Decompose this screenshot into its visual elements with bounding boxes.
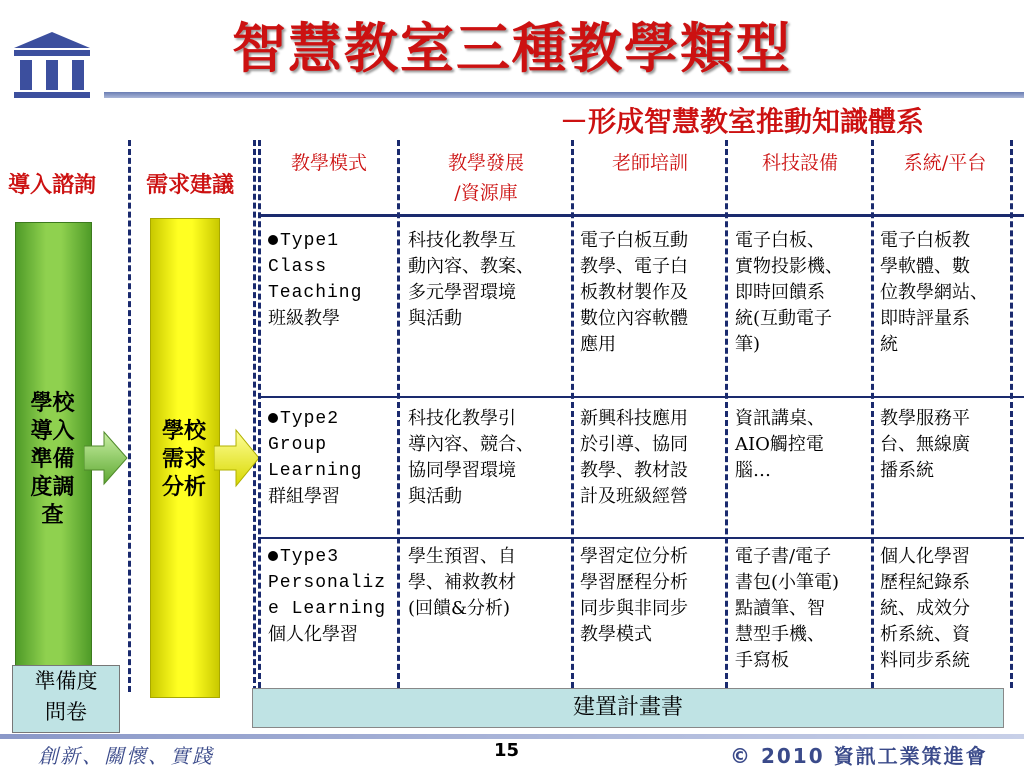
column-divider <box>725 140 728 688</box>
row2-training: 新興科技應用 於引導、協同 教學、教材設 計及班級經營 <box>580 408 688 507</box>
header-development: 教學發展 /資源庫 <box>447 152 524 204</box>
column-divider <box>871 140 874 688</box>
title-rule <box>104 92 1024 98</box>
readiness-questionnaire-box: 準備度 問卷 <box>12 665 120 733</box>
row2-tech: 資訊講桌、 AIO觸控電 腦… <box>735 408 825 481</box>
build-plan-box: 建置計畫書 <box>252 688 1004 728</box>
header-tech-equipment: 科技設備 <box>761 152 838 174</box>
row-divider <box>258 396 1024 398</box>
row-divider <box>258 214 1024 217</box>
row3-training: 學習定位分析 學習歷程分析 同步與非同步 教學模式 <box>580 546 688 645</box>
row1-development: 科技化教學互 動內容、教案、 多元學習環境 與活動 <box>408 230 534 329</box>
row3-development: 學生預習、自 學、補救教材 (回饋&分析) <box>408 546 516 619</box>
bullet-icon <box>268 235 278 245</box>
divider <box>128 140 131 692</box>
footer-motto: 創新、關懷、實踐 <box>38 744 214 768</box>
copyright-text: © 2010 資訊工業策進會 <box>730 744 988 768</box>
row1-mode: Type1 Class Teaching 班級教學 <box>268 231 363 329</box>
intro-consult-label: 導入諮詢 <box>8 173 97 198</box>
slide-subtitle: －形成智慧教室推動知識體系 <box>560 105 925 138</box>
header-teacher-training: 老師培訓 <box>611 152 688 174</box>
school-needs-text: 學校 需求 分析 <box>161 419 206 500</box>
readiness-survey-text: 學校 導入 準備 度調 查 <box>30 391 75 528</box>
bullet-icon <box>268 413 278 423</box>
column-divider <box>258 140 261 688</box>
row3-system: 個人化學習 歷程紀錄系 統、成效分 析系統、資 料同步系統 <box>880 546 970 671</box>
green-arrow-icon <box>84 430 128 486</box>
slide-title: 智慧教室三種教學類型 <box>232 17 792 80</box>
column-divider <box>571 140 574 688</box>
row1-tech: 電子白板、 實物投影機、 即時回饋系 統(互動電子 筆) <box>735 230 843 355</box>
header-system-platform: 系統/平台 <box>903 152 987 174</box>
row2-development: 科技化教學引 導內容、競合、 協同學習環境 與活動 <box>408 408 534 507</box>
teaching-types-table <box>258 140 1024 688</box>
divider <box>253 140 256 692</box>
footer-rule <box>0 734 1024 739</box>
row-divider <box>258 537 1024 539</box>
row3-mode: Type3 Personaliz e Learning 個人化學習 <box>268 547 387 645</box>
yellow-arrow-icon <box>214 428 260 488</box>
column-divider <box>397 140 400 688</box>
row3-tech: 電子書/電子 書包(小筆電) 點讀筆、智 慧型手機、 手寫板 <box>735 546 840 671</box>
row2-mode: Type2 Group Learning 群組學習 <box>268 409 363 507</box>
page-number: 15 <box>494 740 520 761</box>
bullet-icon <box>268 551 278 561</box>
row1-system: 電子白板教 學軟體、數 位教學網站、 即時評量系 統 <box>880 230 988 355</box>
header-teaching-mode: 教學模式 <box>290 152 367 174</box>
row1-training: 電子白板互動 教學、電子白 板教材製作及 數位內容軟體 應用 <box>580 230 688 355</box>
row2-system: 教學服務平 台、無線廣 播系統 <box>880 408 970 481</box>
need-advice-label: 需求建議 <box>146 173 235 198</box>
